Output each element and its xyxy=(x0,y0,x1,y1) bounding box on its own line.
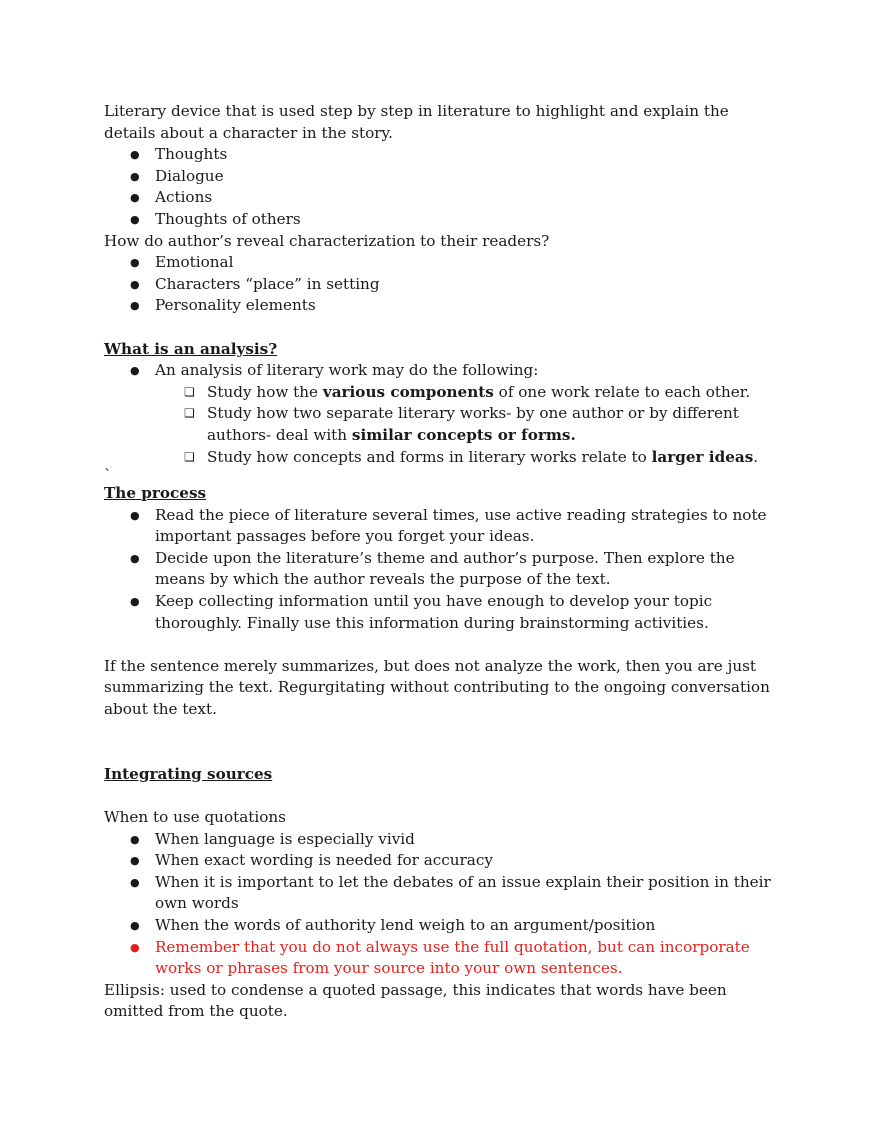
list-item: ● Thoughts of others xyxy=(104,209,780,231)
characterization-question: How do author’s reveal characterization to their readers? xyxy=(104,231,550,250)
characterization-list xyxy=(104,144,780,230)
list-item: ● Personality elements xyxy=(104,295,780,317)
list-item: ● Dialogue xyxy=(104,166,780,188)
reminder-item: ● Remember that you do not always use the full quotation, but can incorporate works or phrases from your source into your own sentences. xyxy=(104,937,780,980)
stray-mark: ` xyxy=(104,466,112,485)
list-item xyxy=(104,360,780,468)
list-item: ● Characters “place” in setting xyxy=(104,274,780,296)
reveal-list xyxy=(104,252,780,317)
list-item: ● When it is important to let the debates of an issue explain their position in their own words xyxy=(104,872,780,915)
list-item: ● Thoughts xyxy=(104,144,780,166)
checklist-item: ❏ Study how two separate literary works- by one author or by different authors- deal with similar concepts or forms. xyxy=(104,403,780,446)
list-item: ● Read the piece of literature several times, use active reading strategies to note important passages before you forget your ideas. xyxy=(104,505,780,548)
list-item: ● When language is especially vivid xyxy=(104,829,780,851)
analysis-list xyxy=(104,360,780,468)
spacer xyxy=(104,721,780,764)
quotations-intro: When to use quotations xyxy=(104,808,286,826)
list-item: ● When exact wording is needed for accuracy xyxy=(104,850,780,872)
ellipsis-note: Ellipsis: used to condense a quoted passage, this indicates that words have been omitted from the quote. xyxy=(104,980,727,1021)
quotations-list xyxy=(104,829,780,980)
list-item: ● When the words of authority lend weigh to an argument/position xyxy=(104,915,780,937)
analysis-heading: What is an analysis? xyxy=(104,339,278,358)
spacer xyxy=(104,634,780,656)
analysis-bullet-text: An analysis of literary work may do the following: xyxy=(155,361,539,380)
process-note: If the sentence merely summarizes, but does not analyze the work, then you are just summarizing the text. Regurgitating without contributing to the ongoing conversation about the text. xyxy=(104,656,770,719)
characterization-intro: Literary device that is used step by step in literature to highlight and explain the details about a character in the story. xyxy=(104,102,729,142)
sources-heading: Integrating sources xyxy=(104,764,273,783)
spacer xyxy=(104,317,780,339)
checklist-item: ❏ Study how the various components of one work relate to each other. xyxy=(104,382,780,404)
list-item: ● Keep collecting information until you have enough to develop your topic thoroughly. Finally use this information during brainstorming activities. xyxy=(104,591,780,634)
analysis-checklist xyxy=(104,382,780,468)
checklist-item: ❏ Study how concepts and forms in literary works relate to larger ideas. xyxy=(104,447,780,469)
list-item: ● Emotional xyxy=(104,252,780,274)
list-item: ● Actions xyxy=(104,187,780,209)
process-heading: The process xyxy=(104,484,207,503)
list-item: ● Decide upon the literature’s theme and author’s purpose. Then explore the means by which the author reveals the purpose of the text. xyxy=(104,548,780,591)
spacer xyxy=(104,785,780,807)
process-list xyxy=(104,505,780,635)
